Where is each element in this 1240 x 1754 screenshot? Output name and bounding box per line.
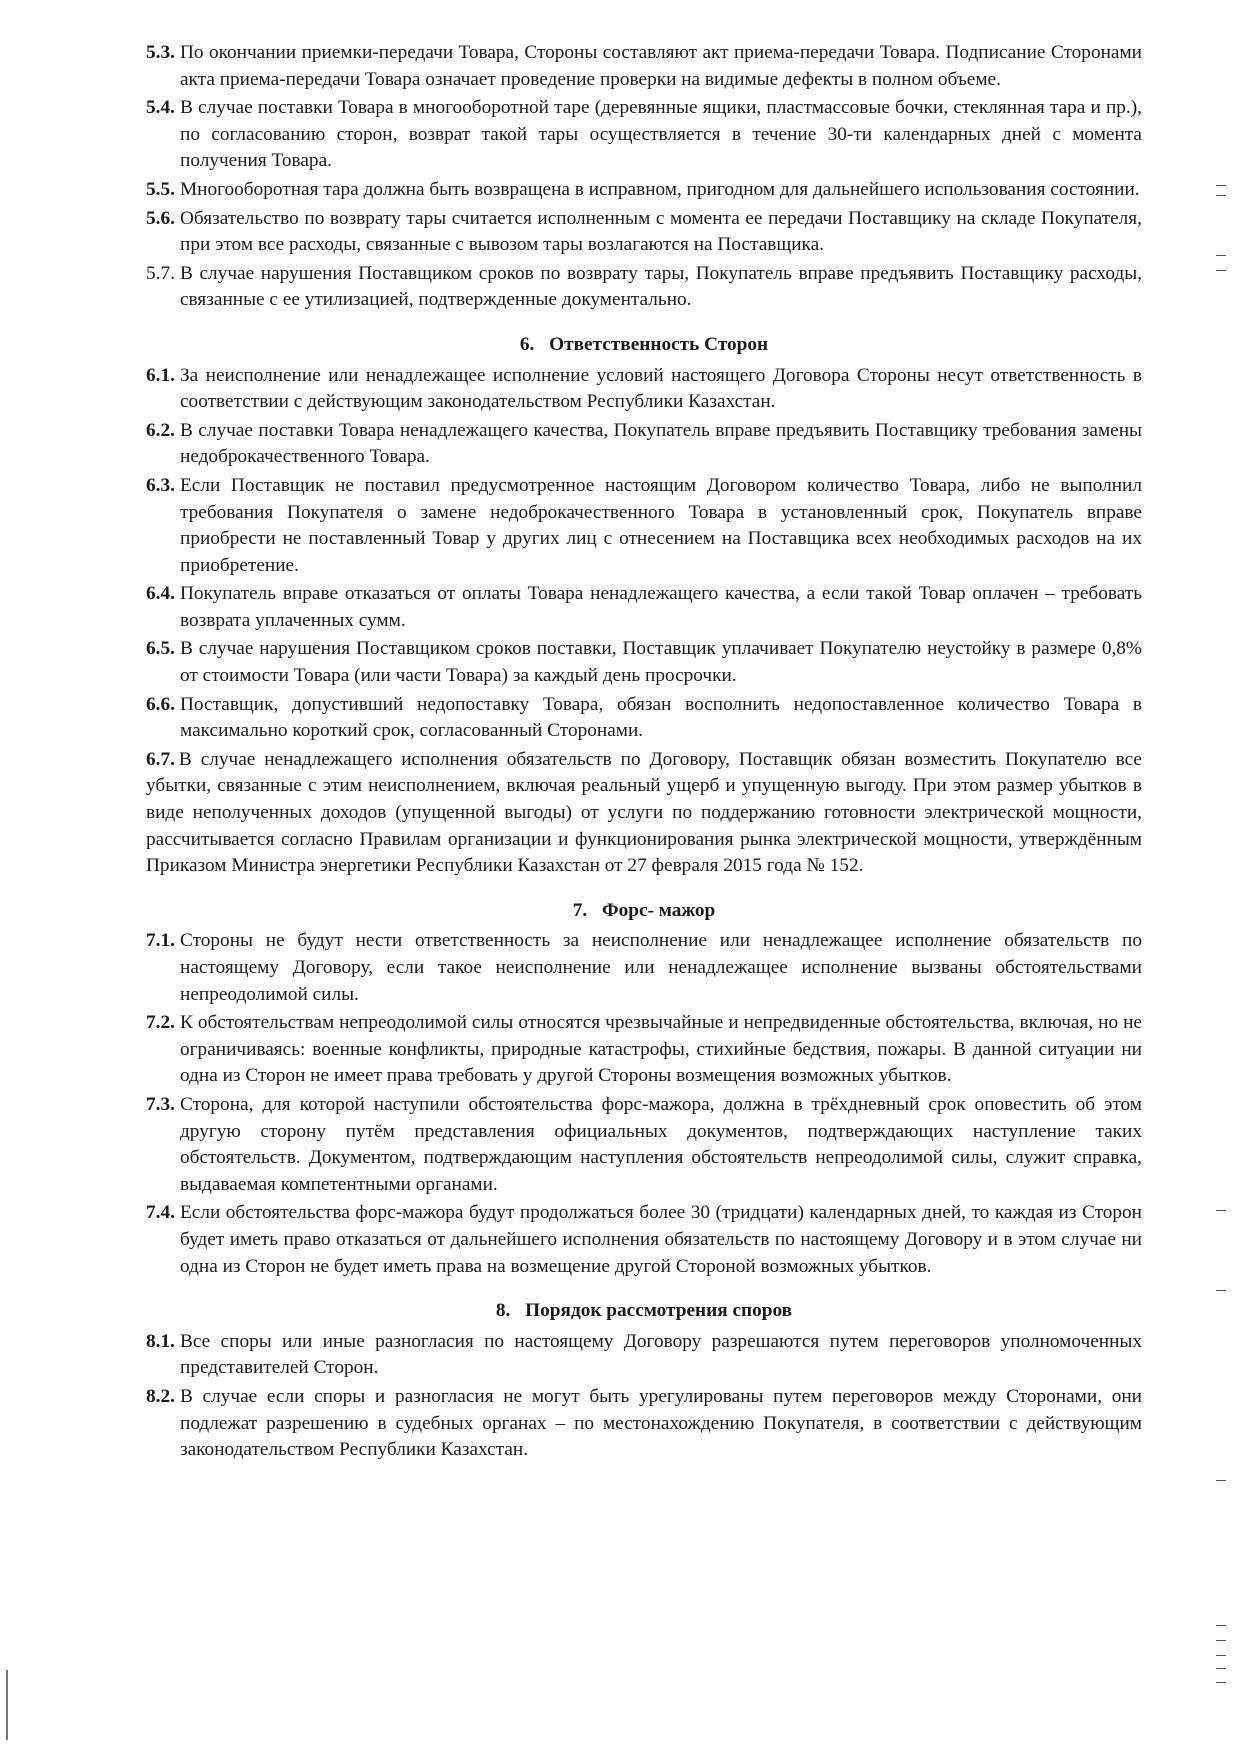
clause-number: 5.5. <box>146 178 175 200</box>
clause-5-6 <box>146 206 1142 259</box>
clause-number: 8.1. <box>146 1330 175 1352</box>
clause-8-2 <box>146 1384 1142 1464</box>
clause-number: 6.5. <box>146 638 175 660</box>
document-body <box>146 40 1142 1466</box>
clause-number: 5.3. <box>146 42 175 63</box>
scan-edge-right <box>1212 0 1232 1754</box>
scan-edge-left <box>4 0 14 1754</box>
section-title: Форс- мажор <box>602 899 716 921</box>
clause-text: По окончании приемки-передачи Товара, Стороны составляют акт приема-передачи Товара. Подписание Сторонами акта приема-передачи Товара означает проведение проверки на видимые дефекты в полном объеме. <box>180 42 1142 90</box>
section-number: 7. <box>572 899 588 921</box>
clause-number: 7.3. <box>146 1093 175 1115</box>
clause-text: В случае ненадлежащего исполнения обязательств по Договору, Поставщик обязан возместить Покупателю все убытки, связанные с этим неисполнением, включая реальный ущерб и упущенную выгоду. При этом размер убытков в виде неполученных доходов (упущенной выгоды) от услуги по поддержанию готовности электрической мощности, рассчитывается согласно Правилам организации и функционирования рынка электрической мощности, утверждённым Приказом Министра энергетики Республики Казахстан от 27 февраля 2015 года № 152. <box>146 748 1142 877</box>
clause-text: В случае если споры и разногласия не могут быть урегулированы путем переговоров между Сторонами, они подлежат разрешению в судебных органах – по местонахождению Покупателя, в соответствии с действующим законодательством Республики Казахстан. <box>180 1385 1142 1461</box>
clause-text: Поставщик, допустивший недопоставку Товара, обязан восполнить недопоставленное количество Товара в максимально короткий срок, согласованный Сторонами. <box>180 693 1142 742</box>
clause-number: 6.7. <box>146 748 175 770</box>
clause-number: 6.3. <box>146 474 175 496</box>
clause-7-3 <box>146 1092 1142 1198</box>
clause-text: Все споры или иные разногласия по настоящему Договору разрешаются путем переговоров уполномоченных представителей Сторон. <box>180 1330 1142 1379</box>
clause-text: В случае нарушения Поставщиком сроков поставки, Поставщик уплачивает Покупателю неустойку в размере 0,8% от стоимости Товара (или части Товара) за каждый день просрочки. <box>180 638 1142 687</box>
section-heading-7 <box>146 898 1142 925</box>
clause-6-3 <box>146 473 1142 579</box>
clause-text: Сторона, для которой наступили обстоятельства форс-мажора, должна в трёхдневный срок оповестить об этом другую сторону путём представления официальных документов, подтверждающих наступление таких обстоятельств. Документом, подтверждающим наступления обстоятельств непреодолимой силы, служит справка, выдаваемая компетентными органами. <box>180 1093 1142 1195</box>
clause-6-6 <box>146 692 1142 745</box>
clause-number: 7.1. <box>146 930 175 952</box>
clause-text: Если Поставщик не поставил предусмотренное настоящим Договором количество Товара, либо не выполнил требования Покупателя о замене недоброкачественного Товара в установленный срок, Покупатель вправе приобрести не поставленный Товар у других лиц с отнесением на Поставщика всех необходимых расходов на их приобретение. <box>180 474 1142 576</box>
clause-number: 6.4. <box>146 583 175 605</box>
section-title: Порядок рассмотрения споров <box>525 1300 793 1322</box>
section-number: 8. <box>495 1300 511 1322</box>
clause-number: 6.1. <box>146 364 175 386</box>
clause-number: 7.2. <box>146 1012 175 1034</box>
clause-text: В случае поставки Товара в многооборотной таре (деревянные ящики, пластмассовые бочки, стеклянная тара и пр.), по согласованию сторон, возврат такой тары осуществляется в течение 30-ти календарных дней с момента получения Товара. <box>180 97 1142 172</box>
clause-5-4 <box>146 95 1142 175</box>
clause-6-7 <box>146 747 1142 880</box>
clause-6-1 <box>146 363 1142 416</box>
clause-text: Покупатель вправе отказаться от оплаты Товара ненадлежащего качества, а если такой Товар оплачен – требовать возврата уплаченных сумм. <box>180 583 1142 631</box>
clause-7-1 <box>146 928 1142 1008</box>
clause-text: В случае поставки Товара ненадлежащего качества, Покупатель вправе предъявить Поставщику требования замены недоброкачественного Товара. <box>180 419 1142 468</box>
section-heading-6 <box>146 332 1142 359</box>
clause-6-5 <box>146 636 1142 689</box>
clause-text: Многооборотная тара должна быть возвращена в исправном, пригодном для дальнейшего использования состоянии. <box>180 178 1140 200</box>
clause-number: 8.2. <box>146 1385 175 1407</box>
clause-7-4 <box>146 1200 1142 1280</box>
clause-number: 5.6. <box>146 207 175 229</box>
clause-5-5 <box>146 177 1142 204</box>
section-number: 6. <box>519 333 535 355</box>
clause-6-4 <box>146 581 1142 634</box>
clause-number: 7.4. <box>146 1202 175 1224</box>
clause-text: Стороны не будут нести ответственность за неисполнение или ненадлежащее исполнение обязательств по настоящему Договору, если такое неисполнение или ненадлежащее исполнение вызваны обстоятельствами непреодолимой силы. <box>180 930 1142 1005</box>
clause-number: 6.6. <box>146 693 175 715</box>
clause-text: К обстоятельствам непреодолимой силы относятся чрезвычайные и непредвиденные обстоятельства, включая, но не ограничиваясь: военные конфликты, природные катастрофы, стихийные бедствия, пожары. В данной ситуации ни одна из Сторон не имеет права требовать у другой Стороны возмещения возможных убытков. <box>180 1012 1142 1087</box>
clause-text: Если обстоятельства форс-мажора будут продолжаться более 30 (тридцати) календарных дней, то каждая из Сторон будет иметь право отказаться от дальнейшего исполнения обязательств по настоящему Договору и в этом случае ни одна из Сторон не будет иметь права на возмещение другой Стороной возможных убытков. <box>180 1202 1142 1277</box>
clause-text: Обязательство по возврату тары считается исполненным с момента ее передачи Поставщику на складе Покупателя, при этом все расходы, связанные с вывозом тары возлагаются на Поставщика. <box>180 207 1142 256</box>
clause-6-2 <box>146 418 1142 471</box>
clause-text: За неисполнение или ненадлежащее исполнение условий настоящего Договора Стороны несут ответственность в соответствии с действующим законодательством Республики Казахстан. <box>180 364 1142 413</box>
section-title: Ответственность Сторон <box>549 333 769 355</box>
clause-number: 5.4. <box>146 97 175 119</box>
clause-5-3 <box>146 40 1142 93</box>
clause-number: 6.2. <box>146 419 175 441</box>
clause-text: В случае нарушения Поставщиком сроков по возврату тары, Покупатель вправе предъявить Поставщику расходы, связанные с ее утилизацией, подтвержденные документально. <box>180 262 1142 311</box>
clause-5-7 <box>146 261 1142 314</box>
clause-8-1 <box>146 1329 1142 1382</box>
clause-number: 5.7. <box>146 262 175 284</box>
clause-7-2 <box>146 1010 1142 1090</box>
section-heading-8 <box>146 1298 1142 1325</box>
